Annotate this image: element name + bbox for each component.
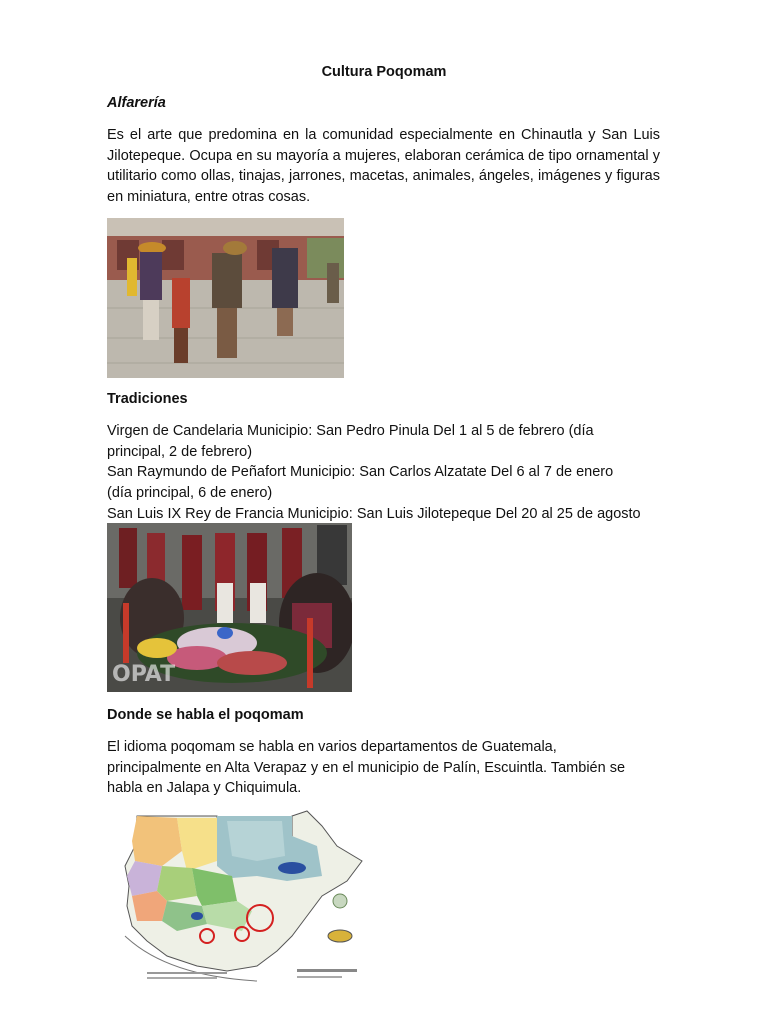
donde-line: principalmente en Alta Verapaz y en el municipio de Palín, Escuintla. También se xyxy=(107,759,626,776)
tradiciones-line: (día principal, 6 de enero) xyxy=(107,485,273,502)
tradiciones-line: Virgen de Candelaria Municipio: San Pedro Pinula Del 1 al 5 de febrero (día xyxy=(107,423,594,439)
tradiciones-line: San Luis IX Rey de Francia Municipio: San Luis Jilotepeque Del 20 al 25 de agosto xyxy=(107,505,641,522)
festival-dance-photo xyxy=(107,218,344,378)
paragraph-alfareria: Es el arte que predomina en la comunidad especialmente en Chinautla y San Luis Jilotepeque. Ocupa en su mayoría a mujeres, elaboran cerámica de tipo ornamental y utilitario como ollas, tinajas, jarrones, macetas, animales, ángeles, imágenes y figuras en miniatura, entre otras cosas. xyxy=(107,127,660,206)
paragraph-tradiciones xyxy=(107,421,660,525)
donde-line: El idioma poqomam se habla en varios departamentos de Guatemala, xyxy=(107,739,557,755)
ceremony-watermark: OPAT xyxy=(112,662,176,687)
donde-line: habla en Jalapa y Chiquimula. xyxy=(107,780,302,797)
section-heading-alfareria: Alfarería xyxy=(107,95,166,111)
ceremony-photo xyxy=(107,523,352,692)
section-heading-donde: Donde se habla el poqomam xyxy=(107,707,304,723)
tradiciones-line: San Raymundo de Peñafort Municipio: San Carlos Alzatate Del 6 al 7 de enero xyxy=(107,464,614,481)
paragraph-donde xyxy=(107,737,660,799)
page-title: Cultura Poqomam xyxy=(321,64,447,80)
section-heading-tradiciones: Tradiciones xyxy=(107,391,188,407)
tradiciones-line: principal, 2 de febrero) xyxy=(107,443,253,460)
guatemala-language-map xyxy=(107,806,369,986)
